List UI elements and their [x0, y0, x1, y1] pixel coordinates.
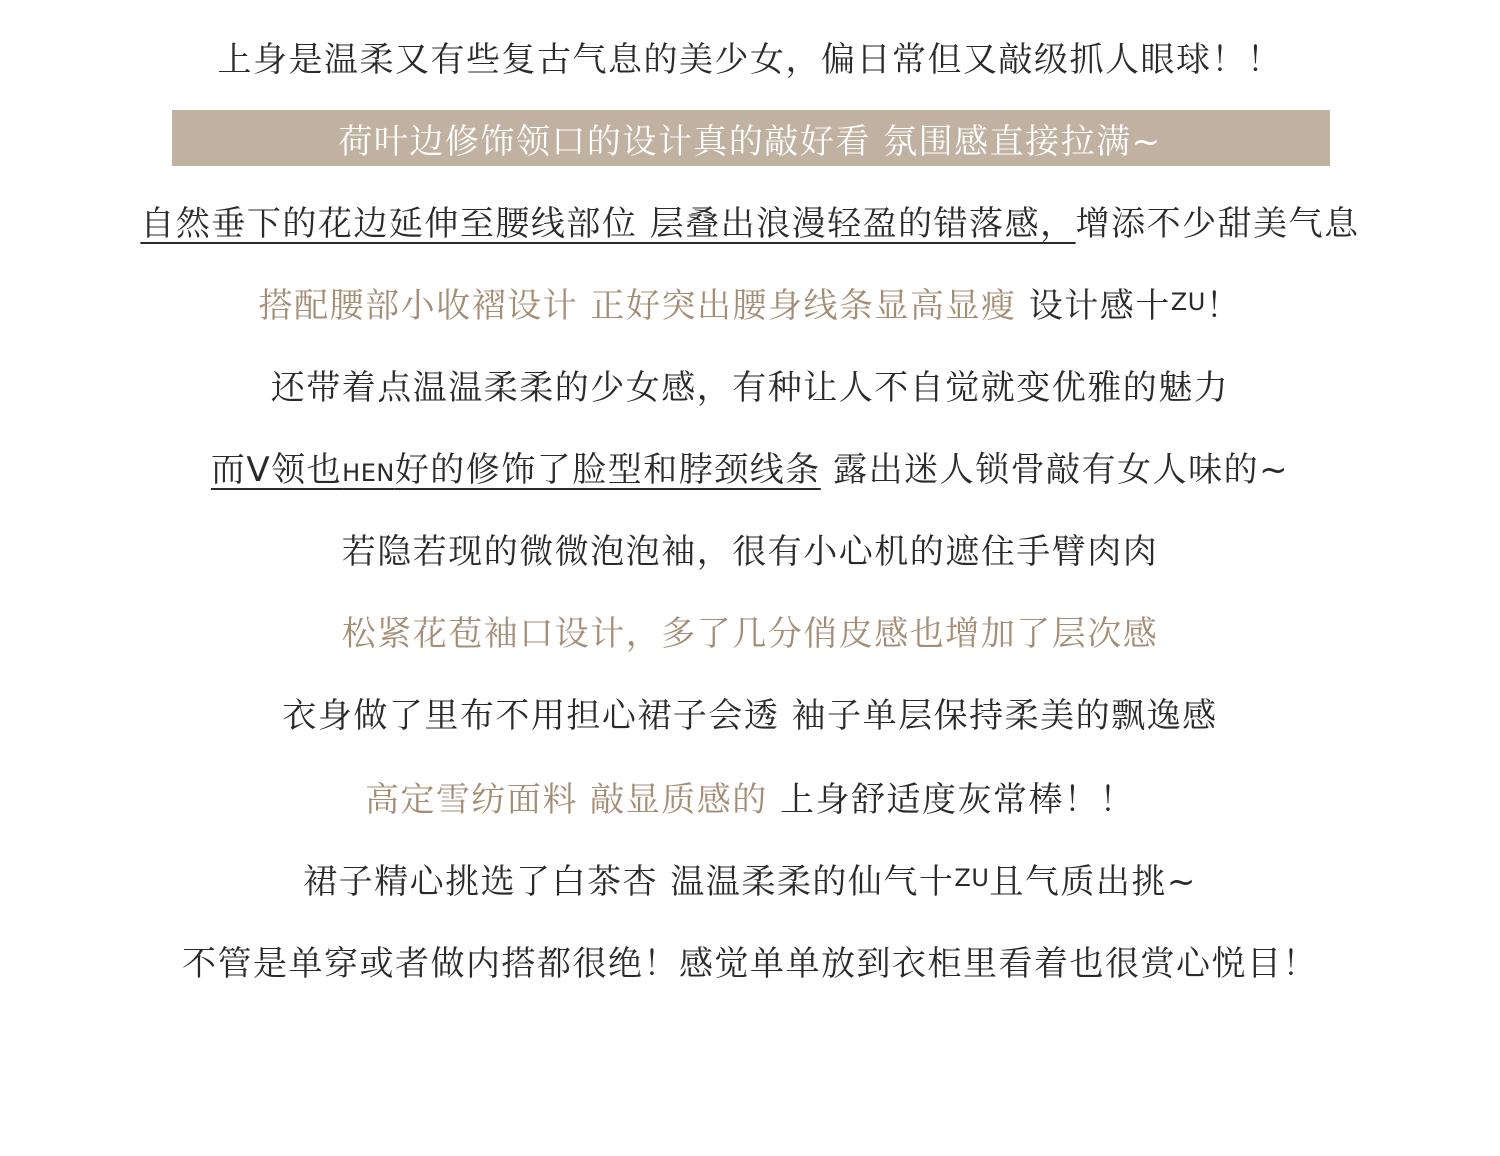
line-4: [0, 272, 1500, 332]
line-4-text-a: 设计感十: [1016, 285, 1171, 326]
line-12-text: 不管是单穿或者做内搭都很绝！感觉单单放到衣柜里看着也很赏心悦目！: [182, 943, 1318, 984]
line-1-text: 上身是温柔又有些复古气息的美少女，偏日常但又敲级抓人眼球！！: [217, 39, 1283, 80]
line-11: [0, 848, 1500, 908]
line-7: [0, 518, 1500, 578]
line-6-text: 露出迷人锁骨敲有女人味的~: [820, 449, 1290, 490]
line-10: [0, 766, 1500, 826]
line-11-text-small: ZU: [954, 864, 990, 892]
line-8-text: 松紧花苞袖口设计，多了几分俏皮感也增加了层次感: [341, 613, 1159, 654]
line-3-underlined-text: 自然垂下的花边延伸至腰线部位 层叠出浪漫轻盈的错落感，: [140, 203, 1076, 244]
line-12: [0, 930, 1500, 990]
line-4-text-small: ZU: [1170, 288, 1206, 316]
line-5-text: 还带着点温温柔柔的少女感，有种让人不自觉就变优雅的魅力: [270, 367, 1230, 408]
line-2-text: 荷叶边修饰领口的设计真的敲好看 氛围感直接拉满~: [338, 121, 1162, 162]
line-10-accent-text: 高定雪纺面料 敲显质感的: [364, 779, 768, 820]
line-5: [0, 354, 1500, 414]
line-3: [0, 190, 1500, 250]
line-4-text-b: ！: [1205, 285, 1242, 326]
line-6-ul-b: 好的修饰了脸型和脖颈线条: [394, 449, 821, 490]
line-1: [0, 26, 1500, 86]
line-6-ul-small: HEN: [342, 458, 395, 487]
line-11-text-b: 且气质出挑~: [989, 861, 1197, 902]
line-6-underlined-group: [211, 442, 821, 491]
line-3-text: 增添不少甜美气息: [1075, 203, 1360, 244]
line-7-text: 若隐若现的微微泡泡袖，很有小心机的遮住手臂肉肉: [341, 531, 1159, 572]
line-9-text: 衣身做了里布不用担心裙子会透 袖子单层保持柔美的飘逸感: [282, 695, 1218, 736]
line-8: [0, 600, 1500, 660]
line-6-ul-a: 而V领也: [210, 449, 343, 490]
line-11-text-a: 裙子精心挑选了白茶杏 温温柔柔的仙气十: [303, 861, 955, 902]
line-6: [0, 436, 1500, 496]
line-10-text: 上身舒适度灰常棒！！: [767, 779, 1136, 820]
line-4-accent-text: 搭配腰部小收褶设计 正好突出腰身线条显高显瘦: [258, 285, 1017, 326]
line-2: [0, 108, 1500, 168]
line-9: [0, 682, 1500, 742]
